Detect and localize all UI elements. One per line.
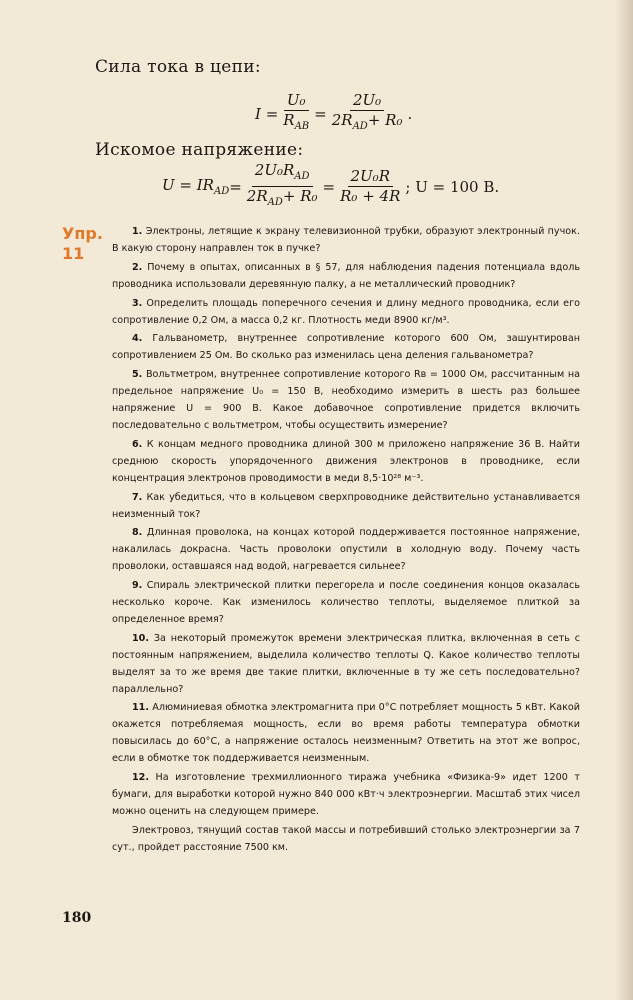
eq2-f1-num-main: 2U₀R — [254, 161, 295, 179]
eq1-f2-den-sub: AD — [352, 121, 368, 132]
eq1-fraction-1 — [280, 92, 312, 135]
exercise-text: Длинная проволока, на концах которой поддерживается постоянное напряжение, накалилась докрасна. Часть проволоки опустили в холодную воду. Почему часть проволоки, оставшаяся над водой, нагревается сильнее? — [112, 527, 580, 573]
eq1-f2-den-main: 2R — [331, 111, 353, 129]
eq2-equals-2: = — [322, 177, 336, 196]
exercise-number: 3. — [132, 297, 143, 309]
eq2-f1-denominator — [244, 187, 321, 211]
exercise-item — [112, 631, 580, 699]
exercise-number: 4. — [132, 333, 143, 345]
exercise-number: 1. — [132, 226, 143, 237]
exercise-item — [112, 296, 580, 330]
exercise-text: Алюминиевая обмотка электромагнита при 0°С потребляет мощность 5 кВт. Какой окажется потребляемая мощность, если во время работы температура обмотки повысилась до 60°С, а напряжение осталось неизменным? Ответить на этот же вопрос, если в обмотке ток поддерживается неизменным. — [112, 702, 580, 765]
page-number: 180 — [62, 910, 92, 926]
exercise-item — [112, 578, 580, 629]
eq1-f1-numerator: U₀ — [284, 92, 309, 111]
eq2-fraction-1 — [244, 162, 321, 211]
eq1-f2-den-rest: + R₀ — [367, 111, 403, 129]
exercise-item — [112, 490, 580, 524]
exercise-text: К концам медного проводника длиной 300 м приложено напряжение 36 В. Найти среднюю скорость упорядоченного движения электронов в проводнике, если концентрация электронов проводимости в меди 8,5·10²⁸ м⁻³. — [112, 438, 580, 484]
current-heading: Сила тока в цепи: — [95, 57, 261, 77]
exercise-text: Гальванометр, внутреннее сопротивление которого 600 Ом, зашунтирован сопротивлением 25 Ом. Во сколько раз изменилась цена деления гальванометра? — [112, 333, 580, 362]
exercise-text: Электроны, летящие к экрану телевизионной трубки, образуют электронный пучок. В какую сторону направлен ток в пучке? — [112, 226, 580, 254]
eq1-fraction-2 — [329, 92, 406, 135]
exercise-item — [112, 437, 580, 488]
exercise-number: 2. — [132, 261, 143, 273]
eq2-f1-num-sub: AD — [294, 171, 310, 182]
eq2-lhs-sub: AD — [213, 186, 230, 197]
exercise-text: На изготовление трехмиллионного тиража учебника «Физика-9» идет 1200 т бумаги, для выработки которой нужно 840 000 кВт·ч электроэнергии. Масштаб этих чисел можно оценить на следующем примере. — [112, 772, 580, 817]
eq2-lhs — [162, 176, 229, 197]
exercise-label-number: 11 — [62, 244, 85, 263]
exercise-text: Электровоз, тянущий состав такой массы и потребивший столько электроэнергии за 7 сут., пройдет расстояние 7500 км. — [112, 824, 580, 853]
eq2-f1-den-main: 2R — [246, 187, 268, 205]
exercise-number: 12. — [132, 772, 149, 784]
exercise-text: Спираль электрической плитки перегорела и после соединения концов оказалась несколько короче. Как изменилось количество теплоты, выделяемое плиткой за определенное время? — [112, 580, 580, 625]
eq1-equals: = — [314, 104, 327, 123]
eq2-f1-numerator — [252, 162, 313, 187]
exercise-item — [112, 260, 580, 294]
exercise-item — [112, 525, 580, 576]
exercise-text: Вольтметром, внутреннее сопротивление которого Rв = 1000 Ом, рассчитанным на предельное напряжение U₀ = 150 В, необходимо измерить в шесть раз большее напряжение U = 900 В. Какое добавочное сопротивление придется включить последовательно с вольтметром, чтобы осуществить измерение? — [112, 369, 580, 431]
exercise-item — [112, 700, 580, 768]
exercise-number: 10. — [132, 632, 149, 644]
eq2-result: ; U = 100 В. — [405, 177, 500, 196]
voltage-heading: Искомое напряжение: — [95, 140, 304, 160]
eq2-f1-den-sub: AD — [267, 197, 283, 208]
exercise-number: 9. — [132, 580, 143, 592]
page-edge-shadow — [615, 0, 633, 1000]
current-formula — [255, 92, 412, 135]
exercise-item — [112, 770, 580, 821]
eq2-fraction-2 — [337, 168, 403, 205]
exercise-label — [62, 224, 108, 264]
exercise-number: 11. — [132, 702, 149, 714]
eq1-f2-denominator — [329, 111, 406, 135]
voltage-formula — [162, 162, 499, 211]
exercise-continuation — [112, 823, 580, 857]
exercise-text: Определить площадь поперечного сечения и длину медного проводника, если его сопротивление 0,2 Ом, а масса 0,2 кг. Плотность меди 8900 кг/м³. — [112, 297, 580, 326]
exercise-text: Как убедиться, что в кольцевом сверхпроводнике действительно устанавливается неизменный ток? — [112, 491, 580, 520]
exercise-number: 6. — [132, 438, 143, 450]
eq1-f1-denominator — [280, 111, 312, 135]
eq2-lhs-main: U = IR — [162, 176, 214, 194]
exercise-list — [112, 224, 580, 859]
eq1-f1-den-main: R — [283, 111, 295, 129]
exercise-item — [112, 331, 580, 365]
exercise-number: 8. — [132, 527, 143, 539]
exercise-label-word: Упр. — [62, 224, 103, 243]
eq2-f1-den-rest: + R₀ — [282, 187, 318, 205]
eq2-f2-denominator: R₀ + 4R — [340, 187, 401, 205]
exercise-item — [112, 224, 580, 258]
exercise-item — [112, 367, 580, 435]
eq1-lhs: I = — [255, 104, 279, 123]
eq1-f1-den-sub: AB — [294, 121, 310, 132]
eq2-equals-1: = — [229, 177, 242, 196]
eq1-end: . — [407, 104, 413, 123]
exercise-number: 5. — [132, 369, 143, 381]
exercise-text: За некоторый промежуток времени электрическая плитка, включенная в сеть с постоянным напряжением, выделила количество теплоты Q. Какое количество теплоты выделят за то же время две такие плитки, включенные в ту же сеть последовательно? параллельно? — [112, 632, 580, 695]
eq1-f2-numerator: 2U₀ — [350, 92, 384, 111]
eq2-f2-numerator: 2U₀R — [348, 168, 394, 187]
exercise-text: Почему в опытах, описанных в § 57, для наблюдения падения потенциала вдоль проводника использовали деревянную палку, а не металлический проводник? — [112, 261, 580, 290]
exercise-number: 7. — [132, 491, 143, 503]
